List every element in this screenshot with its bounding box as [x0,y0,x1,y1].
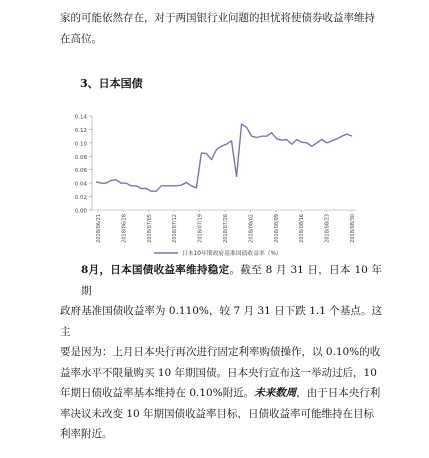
lead-bold: 8月，日本国债收益率维持稳定 [81,264,230,276]
jgb-yield-chart [66,110,362,260]
y-tick-label: 0.06 [74,168,87,175]
series-line [96,124,352,191]
x-tick-label: 2018/07/19 [197,214,204,243]
legend-label: 日本10年期政府基准国债收益率（%） [182,251,282,257]
section-heading: 3、日本国债 [80,77,143,90]
y-tick-label: 0.14 [74,114,87,121]
y-tick-label: 0.00 [74,208,87,215]
body-line-5-end: ，由于日本央行利 [296,387,381,399]
body-line-2: 政府基准国债收益率为 0.110%，较 7 月 31 日下跌 1.1 个基点。这主 [60,305,382,338]
x-tick-label: 2018/07/05 [146,214,153,243]
x-tick-label: 2018/08/02 [248,214,255,243]
top-paragraph [60,8,382,49]
body-line-3: 要是因为：上月日本央行再次进行固定利率购债操作，以 0.10%的收 [60,346,381,358]
y-tick-label: 0.02 [74,195,87,202]
x-tick-label: 2018/08/30 [350,214,356,243]
x-tick-label: 2018/07/26 [223,214,229,243]
body-paragraph [60,260,382,445]
y-tick-label: 0.08 [74,154,87,161]
x-tick-label: 2018/08/23 [324,214,331,243]
y-tick-label: 0.10 [74,141,87,148]
top-paragraph-line-1: 家的可能依然存在，对于两国银行业问题的担忧将使债券收益率维持 [60,12,375,24]
future-weeks-emphasis: 未来数周 [254,387,297,399]
x-tick-label: 2018/08/16 [299,214,306,243]
x-tick-label: 2018/07/12 [172,214,179,243]
x-tick-label: 2018/06/21 [96,214,102,243]
body-line-5-start: 年期日债收益率基本维持在 0.10%附近。 [60,387,255,399]
x-tick-label: 2018/08/09 [273,214,280,243]
body-line-7: 利率附近。 [60,428,113,440]
line-chart [66,110,362,260]
body-line-6: 率决议未改变 10 年期国债收益率目标，日债收益率可能维持在目标 [60,407,375,420]
x-tick-label: 2018/06/28 [121,214,128,243]
body-line-5 [60,383,382,404]
body-line-4: 益率水平不限量购买 10 年期国债。日本央行宣布这一举动过后，10 [60,366,377,379]
y-tick-label: 0.04 [74,181,87,188]
y-tick-label: 0.12 [74,127,87,134]
top-paragraph-line-2: 在高位。 [60,32,102,45]
body-line-1 [60,260,382,301]
body-line-1-rest: 。截至 8 月 31 日，日本 10 年期 [81,264,382,297]
